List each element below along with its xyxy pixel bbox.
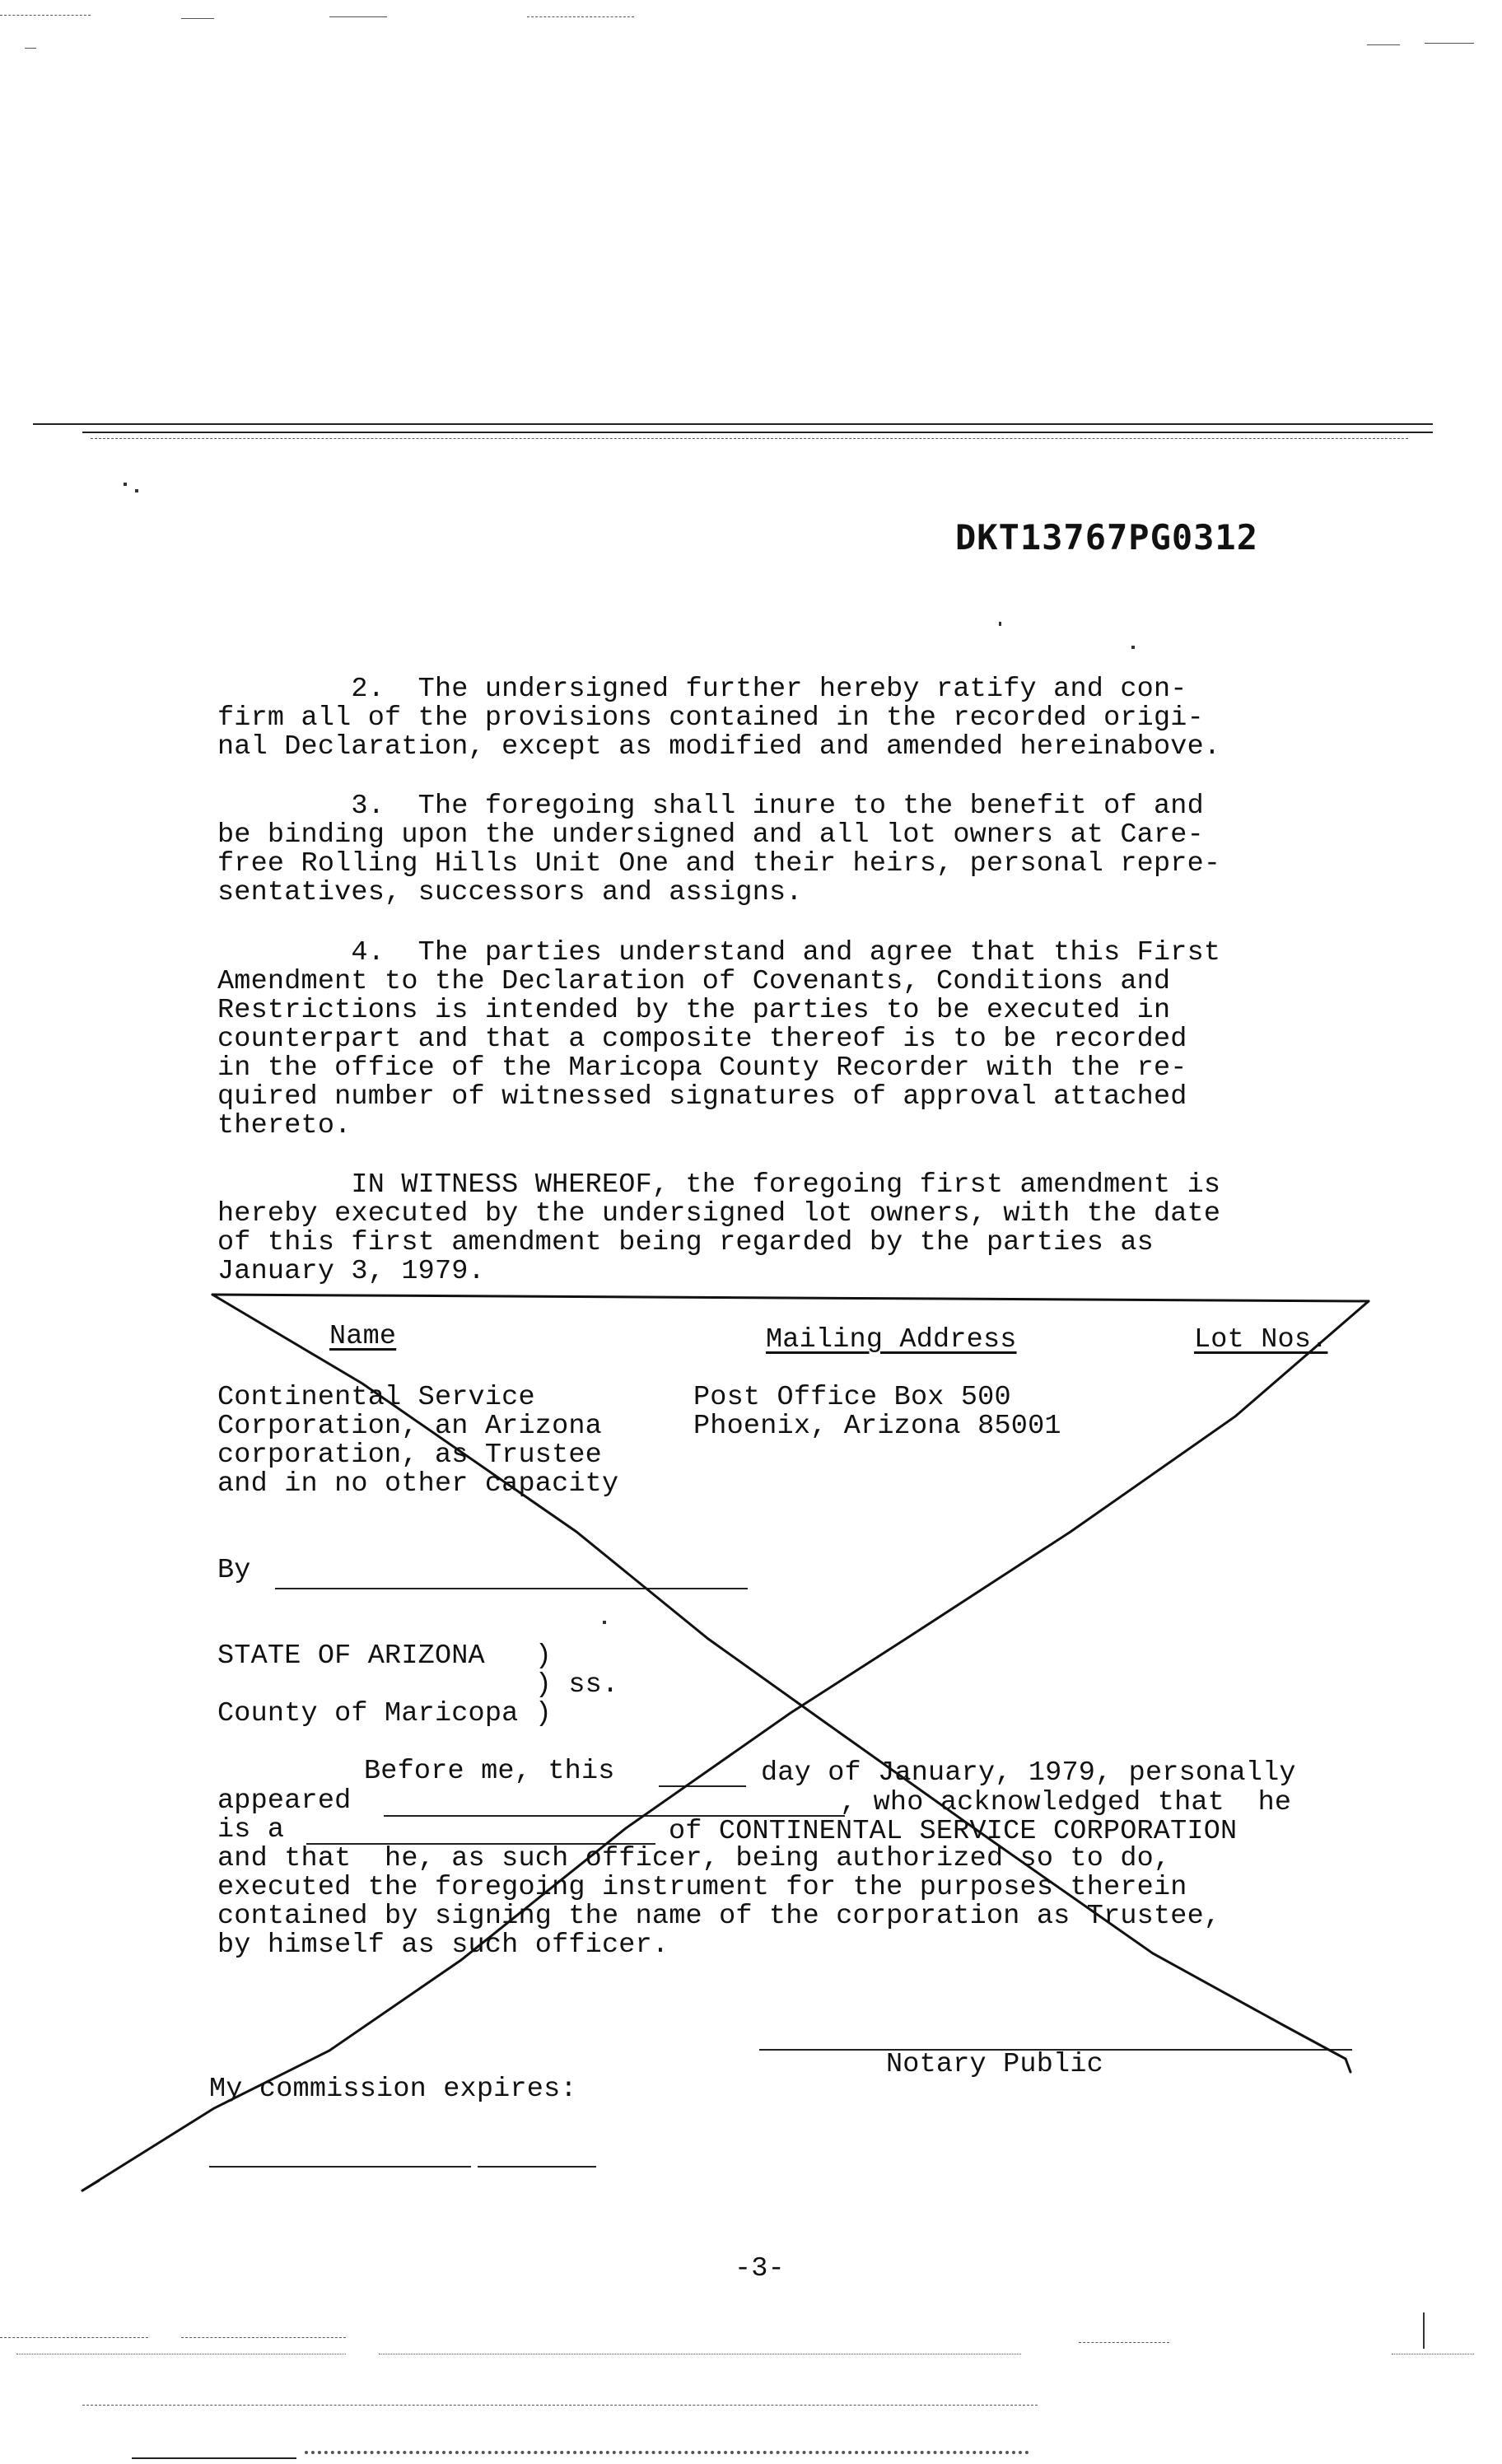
scan-top-mark — [181, 18, 214, 19]
ack-text: executed the foregoing instrument for the purposes therein — [217, 1872, 1187, 1903]
page-separator-rule — [82, 432, 1433, 433]
bracket-tick — [1346, 2059, 1350, 2072]
scan-top-mark — [527, 16, 634, 17]
scan-speck — [124, 483, 127, 486]
scan-top-mark — [0, 15, 91, 16]
paragraph-line: nal Declaration, except as modified and amended hereinabove. — [217, 731, 1221, 763]
paragraph-line: in the office of the Maricopa County Recorder with the re- — [217, 1052, 1187, 1084]
scan-bottom-mark — [1079, 2342, 1169, 2343]
paragraph-line: firm all of the provisions contained in the recorded origi- — [217, 702, 1204, 734]
ack-text: by himself as such officer. — [217, 1930, 669, 1961]
venue-ss: ) ss. — [217, 1669, 619, 1701]
scan-speck — [1423, 2312, 1425, 2349]
paragraph-line: free Rolling Hills Unit One and their heirs, personal repre- — [217, 848, 1221, 880]
page-separator-rule — [33, 423, 1433, 425]
ack-text: of CONTINENTAL SERVICE CORPORATION — [669, 1816, 1238, 1847]
address-line: Post Office Box 500 — [693, 1382, 1011, 1413]
venue-county: County of Maricopa ) — [217, 1698, 553, 1729]
by-signature-line[interactable] — [275, 1588, 748, 1589]
commission-label: My commission expires: — [209, 2074, 577, 2105]
page-number: -3- — [735, 2253, 785, 2284]
paragraph-line: counterpart and that a composite thereof is to be recorded — [217, 1024, 1187, 1055]
venue-state: STATE OF ARIZONA ) — [217, 1640, 553, 1672]
by-label: By — [217, 1555, 251, 1586]
signer-name-line: and in no other capacity — [217, 1468, 619, 1500]
scan-bottom-mark — [82, 2405, 1038, 2406]
bracket-tick — [82, 2181, 99, 2191]
paragraph-line: 3. The foregoing shall inure to the benefit of and — [217, 791, 1204, 822]
address-line: Phoenix, Arizona 85001 — [693, 1411, 1061, 1442]
signer-name-line: Corporation, an Arizona — [217, 1411, 602, 1442]
scan-speck — [135, 489, 138, 492]
scan-speck — [603, 1621, 606, 1624]
ack-text: is a — [217, 1814, 285, 1846]
paragraph-line: IN WITNESS WHEREOF, the foregoing first amendment is — [217, 1169, 1221, 1201]
ack-text: and that he, as such officer, being authorized so to do, — [217, 1843, 1171, 1874]
ack-text: day of January, 1979, personally — [761, 1757, 1296, 1789]
page-separator-rule — [91, 438, 1408, 439]
ack-text: Before me, this — [364, 1756, 615, 1787]
ack-text: , who acknowledged that he — [840, 1787, 1292, 1818]
scan-top-mark — [1367, 44, 1400, 45]
paragraph-line: hereby executed by the undersigned lot owners, with the date — [217, 1198, 1221, 1230]
scan-top-mark — [25, 48, 36, 49]
scan-top-mark — [1425, 43, 1474, 44]
header-name: Name — [329, 1321, 397, 1352]
paragraph-line: of this first amendment being regarded by the parties as — [217, 1227, 1154, 1258]
commission-date-line[interactable] — [478, 2166, 596, 2168]
paragraph-line: be binding upon the undersigned and all lot owners at Care- — [217, 819, 1204, 851]
paragraph-line: 2. The undersigned further hereby ratify and con- — [217, 674, 1187, 705]
paragraph-line: Restrictions is intended by the parties to be executed in — [217, 995, 1171, 1026]
paragraph-line: January 3, 1979. — [217, 1256, 485, 1287]
ack-text: contained by signing the name of the corporation as Trustee, — [217, 1901, 1221, 1932]
scan-bottom-mark — [181, 2337, 346, 2338]
signer-name-line: Continental Service — [217, 1382, 535, 1413]
ack-day-blank[interactable] — [659, 1785, 746, 1787]
scan-bottom-mark — [0, 2337, 148, 2338]
recording-stamp: DKT13767PG0312 — [955, 517, 1259, 558]
paragraph-line: quired number of witnessed signatures of approval attached — [217, 1081, 1187, 1113]
header-mailing-address: Mailing Address — [766, 1324, 1017, 1356]
ack-text: appeared — [217, 1785, 352, 1817]
scan-top-mark — [329, 16, 387, 17]
scan-bottom-mark — [305, 2451, 1029, 2454]
paragraph-line: thereto. — [217, 1110, 352, 1141]
scan-bottom-mark — [132, 2457, 296, 2459]
scan-speck — [1131, 646, 1135, 649]
signer-name-line: corporation, as Trustee — [217, 1440, 602, 1471]
table-top-rule — [212, 1295, 1369, 1301]
scan-speck — [999, 622, 1001, 626]
paragraph-line: 4. The parties understand and agree that this First — [217, 937, 1221, 968]
paragraph-line: Amendment to the Declaration of Covenants, Conditions and — [217, 966, 1171, 997]
notary-label: Notary Public — [886, 2049, 1103, 2080]
paragraph-line: sentatives, successors and assigns. — [217, 877, 803, 908]
header-lot-nos: Lot Nos. — [1194, 1324, 1328, 1356]
commission-date-line[interactable] — [209, 2166, 471, 2168]
